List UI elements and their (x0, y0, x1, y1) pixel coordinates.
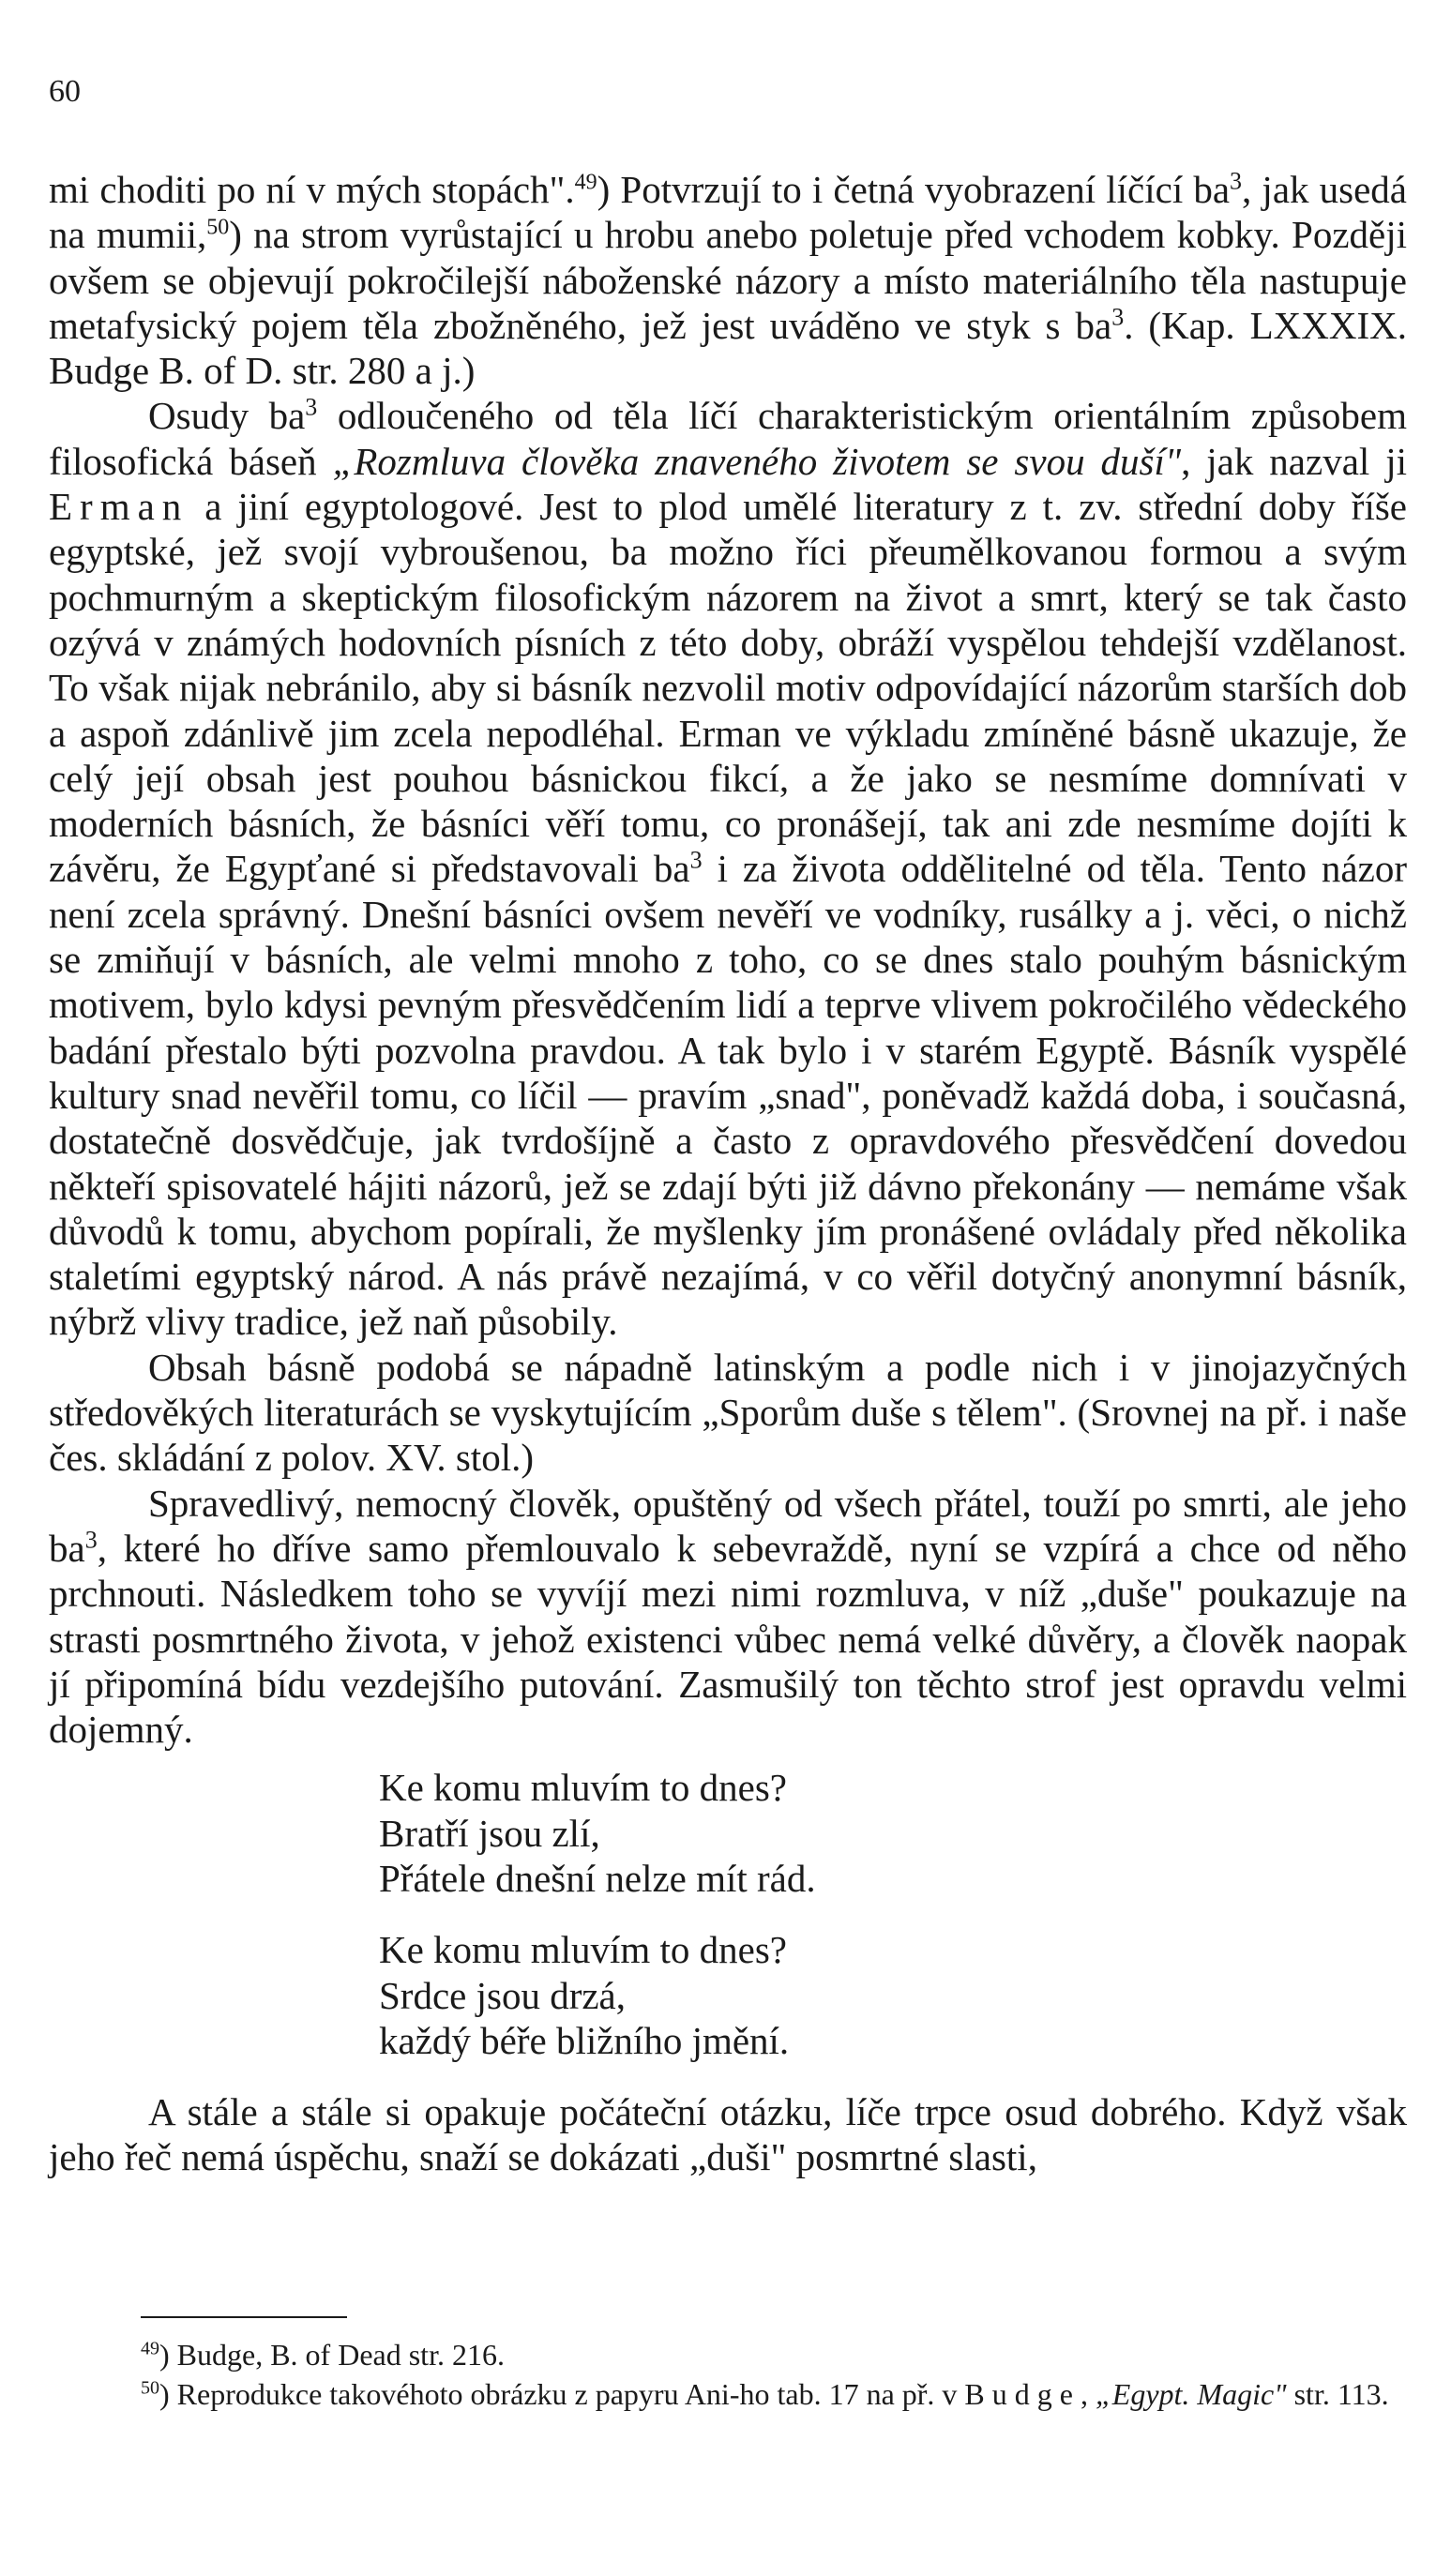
superscript: 3 (1230, 167, 1243, 195)
paragraph-1 (49, 167, 1407, 393)
paragraph-4-text-a: Spravedlivý, nemocný člověk, opuštěný od všech přátel, touží po smrti, ale jeho ba (49, 1481, 1407, 1570)
paragraph-2-text-e: i za života oddělitelné od těla. Tento názor není zcela správný. Dnešní básníci ovšem nevěří ve vodníky, rusálky a j. věci, o nichž se zmiňují v básních, ale velmi mnoho z toho, co se dnes stalo pouhým básnickým motivem, bylo kdysi pevným přesvědčením lidí a teprve vlivem pokročilého vědeckého badání přestalo býti pozvolna pravdou. A tak bylo i v starém Egyptě. Básník vyspělé kultury snad nevěřil tomu, co líčil — pravím „snad", poněvadž každá doba, i současná, dostatečně dosvědčuje, jak tvrdošíjně a často z opravdového přesvědčení dovedou někteří spisovatelé hájiti názorů, jež se zdají býti již dávno překonány — nemáme však důvodů k tomu, abychom popírali, že myšlenky jím pronášené ovládaly před několika staletími egyptský národ. A nás právě nezajímá, v co věřil dotyčný anonymní básník, nýbrž vlivy tradice, jež naň působily. (49, 847, 1407, 1344)
paragraph-2-text-c: , jak nazval ji (1181, 439, 1408, 483)
footnote-ref-50[interactable]: 50 (206, 215, 230, 240)
paragraph-1-text-c: , jak usedá na mumii, (49, 168, 1407, 257)
superscript: 3 (84, 1526, 98, 1554)
superscript: 3 (1111, 303, 1125, 331)
paragraph-3: Obsah básně podobá se nápadně latinským a podle nich i v jinojazyčných středověkých literaturách se vyskytujícím „Sporům duše s tělem". (Srovnej na př. i naše čes. skládání z polov. XV. stol.) (49, 1345, 1407, 1480)
footnote-50-text-c: str. 113. (1286, 2377, 1389, 2411)
poem-stanza-1 (379, 1765, 1407, 1901)
footnote-divider (141, 2316, 347, 2318)
poem-stanza-2 (379, 1927, 1407, 2063)
paragraph-1-text-b: ) Potvrzují to i četná vyobrazení líčící ba (597, 168, 1231, 211)
paragraph-1-text-d: ) na strom vyrůstající u hrobu anebo poletuje před vchodem kobky. Později ovšem se objevují pokročilejší náboženské názory a místo materiálního těla nastupuje metafysický pojem těla zbožněného, jež jest uváděno ve styk s ba (49, 213, 1407, 347)
poem-line: Ke komu mluvím to dnes? (379, 1766, 788, 1810)
body-text (49, 167, 1407, 2180)
paragraph-2-text-d: a jiní egyptologové. Jest to plod umělé literatury z t. zv. střední doby říše egyptské, jež svojí vybroušenou, ba možno říci přeumělkovanou formou a svým pochmurným a skeptickým filosofickým názorem na život a smrt, který se tak často ozývá v známých hodovních písních z této doby, obráží vyspělou tehdejší vzdělanost. To však nijak nebránilo, aby si básník nezvolil motiv odpovídající názorům starších dob a aspoň zdánlivě jim zcela nepodléhal. Erman ve výkladu zmíněné básně ukazuje, že celý její obsah jest pouhou básnickou fikcí, a že jako se nesmíme domnívati v moderních básních, že básníci věří tomu, co pronášejí, tak ani zde nesmíme dojíti k závěru, že Egypťané si představovali ba (49, 485, 1407, 891)
poem-quote (379, 1765, 1407, 2063)
footnote-49-text: ) Budge, B. of Dead str. 216. (159, 2338, 505, 2372)
poem-line: každý béře bližního jmění. (379, 2018, 790, 2062)
paragraph-1-text-e: . (Kap. LXXXIX. Budge B. of D. str. 280 a j.) (49, 303, 1408, 393)
book-title-italic: „Egypt. Magic" (1095, 2377, 1287, 2411)
paragraph-5: A stále a stále si opakuje počáteční otázku, líče trpce osud dobrého. Když však jeho řeč nemá úspěchu, snaží se dokázati „duši" posmrtné slasti, (49, 2090, 1407, 2179)
paragraph-2-text-a: Osudy ba (148, 394, 306, 438)
paragraph-1-text-a: mi choditi po ní v mých stopách". (49, 168, 575, 211)
paragraph-4-text-b: , které ho dříve samo přemlouvalo k sebevraždě, nyní se vzpírá a chce od něho prchnouti. Následkem toho se vyvíjí mezi nimi rozmluva, v níž „duše" poukazuje na strasti posmrtného života, v jehož existenci vůbec nemá velké důvěry, a člověk naopak jí připomíná bídu vezdejšího putování. Zasmušilý ton těchto strof jest opravdu velmi dojemný. (49, 1526, 1407, 1752)
footnote-ref-49[interactable]: 49 (574, 170, 597, 195)
poem-line: Přátele dnešní nelze mít rád. (379, 1856, 816, 1900)
poem-line: Ke komu mluvím to dnes? (379, 1928, 788, 1972)
footnote-50-text-b: , (1080, 2377, 1096, 2411)
paragraph-4 (49, 1481, 1407, 1753)
poem-line: Bratří jsou zlí, (379, 1811, 600, 1855)
poem-line: Srdce jsou drzá, (379, 1973, 626, 2017)
paragraph-2-text-b: odloučeného od těla líčí charakteristickým orientálním způsobem filosofická báseň (49, 394, 1407, 483)
superscript: 3 (689, 846, 703, 874)
page-number: 60 (49, 74, 81, 109)
superscript: 3 (305, 393, 318, 421)
footnotes (49, 2335, 1407, 2414)
paragraph-2 (49, 393, 1407, 1344)
footnote-mark: 50 (141, 2377, 159, 2399)
poem-title-italic: „Rozmluva člověka znaveného životem se svou duší" (332, 439, 1182, 483)
footnote-50-text-a: ) Reprodukce takovéhoto obrázku z papyru Ani-ho tab. 17 na př. v (159, 2377, 965, 2411)
footnote-49 (49, 2335, 1407, 2374)
author-name-spaced: Erman (49, 485, 189, 529)
footnote-50 (49, 2374, 1407, 2414)
footnote-mark: 49 (141, 2338, 159, 2359)
author-name-spaced: Budge (964, 2377, 1081, 2411)
